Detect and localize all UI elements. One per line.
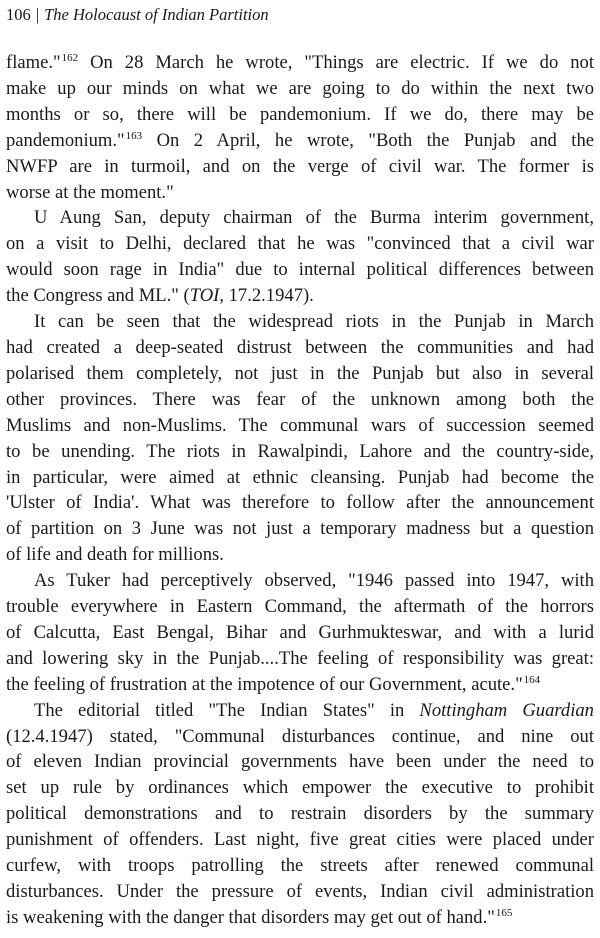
text-line — [6, 775, 594, 801]
text-run: , 17.2.1947). — [219, 285, 314, 307]
text-line — [6, 102, 594, 128]
text-run: to be unending. The riots in Rawalpindi, Lahore and the country-side, — [6, 440, 594, 462]
paragraph — [6, 568, 594, 698]
text-run: Muslims and non-Muslims. The communal wars of succession seemed — [6, 414, 594, 436]
text-line — [6, 309, 594, 335]
running-head — [6, 4, 269, 26]
book-page — [6, 0, 594, 938]
text-run: of life and death for millions. — [6, 544, 224, 566]
text-line — [6, 205, 594, 231]
text-line — [6, 516, 594, 542]
text-line — [6, 672, 594, 698]
text-line — [6, 413, 594, 439]
text-line — [6, 620, 594, 646]
text-line — [6, 724, 594, 750]
text-run: set up rule by ordinances which empower the executive to prohibit — [6, 777, 594, 799]
text-run: On 2 April, he wrote, "Both the Punjab and the — [142, 129, 594, 151]
text-run: of eleven Indian provincial governments have been under the need to — [6, 751, 594, 773]
paragraph — [6, 309, 594, 568]
text-line — [6, 568, 594, 594]
text-run: flame." — [6, 52, 61, 73]
book-title: The Holocaust of Indian Partition — [44, 5, 269, 24]
running-head-separator: | — [35, 5, 40, 24]
text-run: U Aung San, deputy chairman of the Burma interim government, — [34, 207, 594, 229]
footnote-reference: 164 — [523, 673, 541, 686]
paragraph — [6, 698, 594, 931]
text-run: curfew, with troops patrolling the streets after renewed communal — [6, 855, 594, 877]
text-run: polarised them completely, not just in the Punjab but also in several — [6, 362, 594, 384]
italic-text: TOI — [189, 285, 220, 307]
text-line — [6, 361, 594, 387]
text-line — [6, 231, 594, 257]
text-run: other provinces. There was fear of the unknown among both the — [6, 388, 594, 410]
text-run: It can be seen that the widespread riots in the Punjab in March — [34, 311, 594, 333]
text-run: trouble everywhere in Eastern Command, the aftermath of the horrors — [6, 596, 594, 618]
text-line — [6, 439, 594, 465]
text-line — [6, 50, 594, 76]
text-run: months or so, there will be pandemonium. If we do, there may be — [6, 103, 594, 125]
text-run: 'Ulster of India'. What was therefore to follow after the announcement — [6, 492, 594, 514]
text-line — [6, 335, 594, 361]
text-line — [6, 542, 594, 568]
text-run: pandemonium." — [6, 129, 125, 151]
page-number: 106 — [6, 5, 31, 24]
body-text — [6, 50, 594, 931]
text-run: on a visit to Delhi, declared that he was "convinced that a civil war — [6, 233, 594, 255]
footnote-reference: 163 — [125, 129, 143, 142]
text-run: As Tuker had perceptively observed, "1946 passed into 1947, with — [34, 570, 594, 592]
footnote-reference: 165 — [495, 906, 513, 919]
text-run: disturbances. Under the pressure of events, Indian civil administration — [6, 881, 594, 902]
text-run: The editorial titled "The Indian States" in — [34, 699, 420, 721]
text-run: (12.4.1947) stated, "Communal disturbances continue, and nine out — [6, 725, 594, 747]
text-run: political demonstrations and to restrain disorders by the summary — [6, 803, 594, 825]
paragraph — [6, 50, 594, 205]
text-line — [6, 465, 594, 491]
text-line — [6, 283, 594, 309]
text-line — [6, 154, 594, 180]
text-line — [6, 180, 594, 206]
text-line — [6, 646, 594, 672]
text-run: worse at the moment." — [6, 181, 174, 203]
text-line — [6, 128, 594, 154]
text-line — [6, 801, 594, 827]
text-line — [6, 594, 594, 620]
text-run: would soon rage in India" due to internal political differences between — [6, 259, 594, 281]
text-run: and lowering sky in the Punjab....The feeling of responsibility was great: — [6, 647, 594, 669]
text-run: of Calcutta, East Bengal, Bihar and Gurhmukteswar, and with a lurid — [6, 621, 594, 643]
text-run: is weakening with the danger that disorders may get out of hand." — [6, 906, 495, 928]
text-line — [6, 827, 594, 853]
text-line — [6, 853, 594, 879]
italic-text: Nottingham Guardian — [419, 699, 594, 721]
text-line — [6, 490, 594, 516]
text-line — [6, 905, 594, 931]
text-line — [6, 698, 594, 724]
text-run: On 28 March he wrote, "Things are electric. If we do not — [78, 52, 594, 73]
text-line — [6, 749, 594, 775]
footnote-reference: 162 — [61, 51, 79, 64]
text-run: had created a deep-seated distrust between the communities and had — [6, 336, 594, 358]
text-run: the Congress and ML." ( — [6, 285, 190, 307]
text-line — [6, 76, 594, 102]
text-run: the feeling of frustration at the impotence of our Government, acute." — [6, 673, 523, 695]
text-line — [6, 257, 594, 283]
paragraph — [6, 205, 594, 309]
text-run: punishment of offenders. Last night, five great cities were placed under — [6, 829, 594, 851]
text-run: NWFP are in turmoil, and on the verge of civil war. The former is — [6, 155, 594, 177]
text-run: in particular, were aimed at ethnic cleansing. Punjab had become the — [6, 466, 594, 488]
text-run: of partition on 3 June was not just a temporary madness but a question — [6, 518, 594, 540]
text-run: make up our minds on what we are going to do within the next two — [6, 77, 594, 99]
text-line — [6, 387, 594, 413]
text-line — [6, 879, 594, 905]
